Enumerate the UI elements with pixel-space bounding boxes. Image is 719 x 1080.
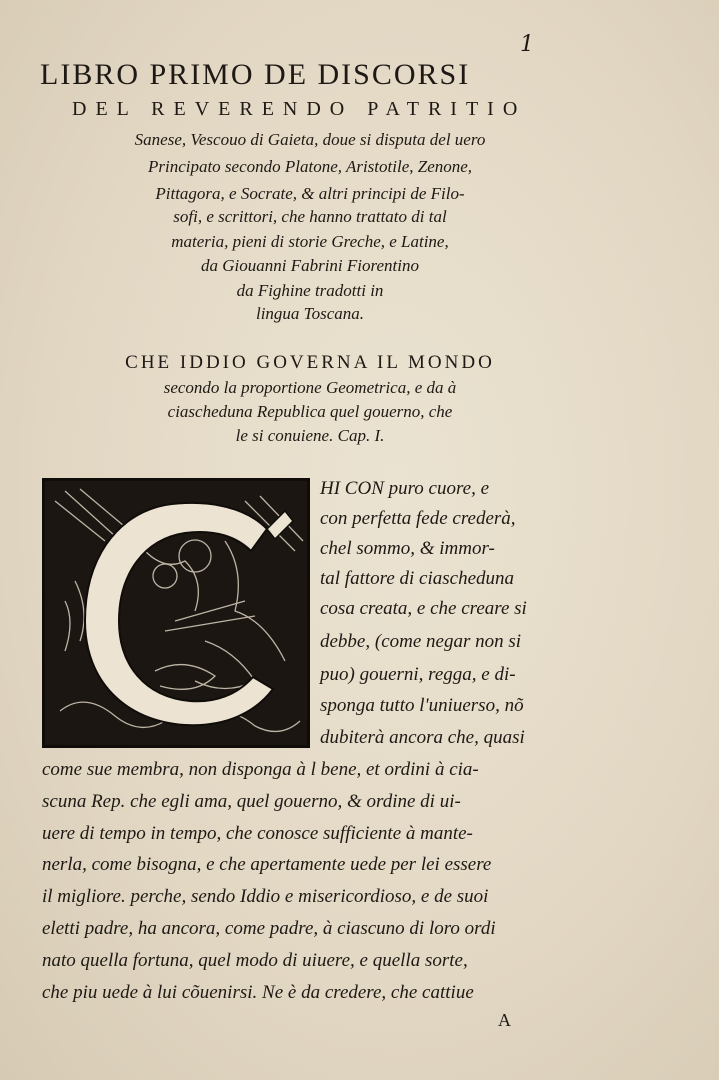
body-line: sponga tutto l'uniuerso, nõ [320, 695, 524, 716]
body-line: tal fattore di ciascheduna [320, 568, 515, 589]
heading-line: da Fighine tradotti in [236, 281, 384, 300]
body-line: HI CON puro cuore, e [320, 478, 490, 499]
chapter-line: le si conuiene. Cap. I. [235, 426, 385, 445]
heading-line: Pittagora, e Socrate, & altri principi de Filo- [155, 184, 465, 203]
chapter-line: secondo la proportione Geometrica, e da à [163, 378, 457, 397]
body-line: debbe, (come negar non si [320, 631, 522, 652]
heading-line: Sanese, Vescouo di Gaieta, doue si disputa del uero [134, 130, 486, 149]
body-line: eletti padre, ha ancora, come padre, à ciascuno di loro ordi [42, 918, 496, 939]
page-number: 1 [520, 32, 534, 57]
body-line: chel sommo, & immor- [320, 538, 495, 559]
body-line: con perfetta fede crederà, [320, 508, 516, 529]
heading-line: lingua Toscana. [255, 304, 364, 323]
body-line: che piu uede à lui cõuenirsi. Ne è da credere, che cattiue [42, 982, 474, 1003]
chapter-title: CHE IDDIO GOVERNA IL MONDO [125, 352, 495, 373]
body-line: cosa creata, e che creare si [320, 598, 527, 619]
body-line: uere di tempo in tempo, che conosce sufficiente à mante- [42, 823, 473, 844]
body-line: puo) gouerni, regga, e di- [320, 664, 516, 685]
heading-line: sofi, e scrittori, che hanno trattato di tal [173, 207, 447, 226]
book-subtitle: DEL REVERENDO PATRITIO [72, 98, 527, 120]
body-line: scuna Rep. che egli ama, quel gouerno, & ordine di ui- [42, 791, 461, 812]
heading-line: da Giouanni Fabrini Fiorentino [200, 256, 419, 275]
signature-mark: A [498, 1010, 511, 1030]
body-line: nerla, come bisogna, e che apertamente uede per lei essere [42, 854, 492, 875]
chapter-line: ciascheduna Republica quel gouerno, che [167, 402, 453, 421]
book-title: LIBRO PRIMO DE DISCORSI [40, 58, 471, 91]
heading-line: Principato secondo Platone, Aristotile, Zenone, [147, 157, 473, 176]
body-line: come sue membra, non disponga à l bene, et ordini à cia- [42, 759, 479, 780]
woodcut-initial-c-icon [42, 478, 310, 748]
heading-line: materia, pieni di storie Greche, e Latine, [171, 232, 449, 251]
body-line: dubiterà ancora che, quasi [320, 727, 525, 748]
body-line: il migliore. perche, sendo Iddio e misericordioso, e de suoi [42, 886, 489, 907]
body-line: nato quella fortuna, quel modo di uiuere, e quella sorte, [42, 950, 468, 971]
